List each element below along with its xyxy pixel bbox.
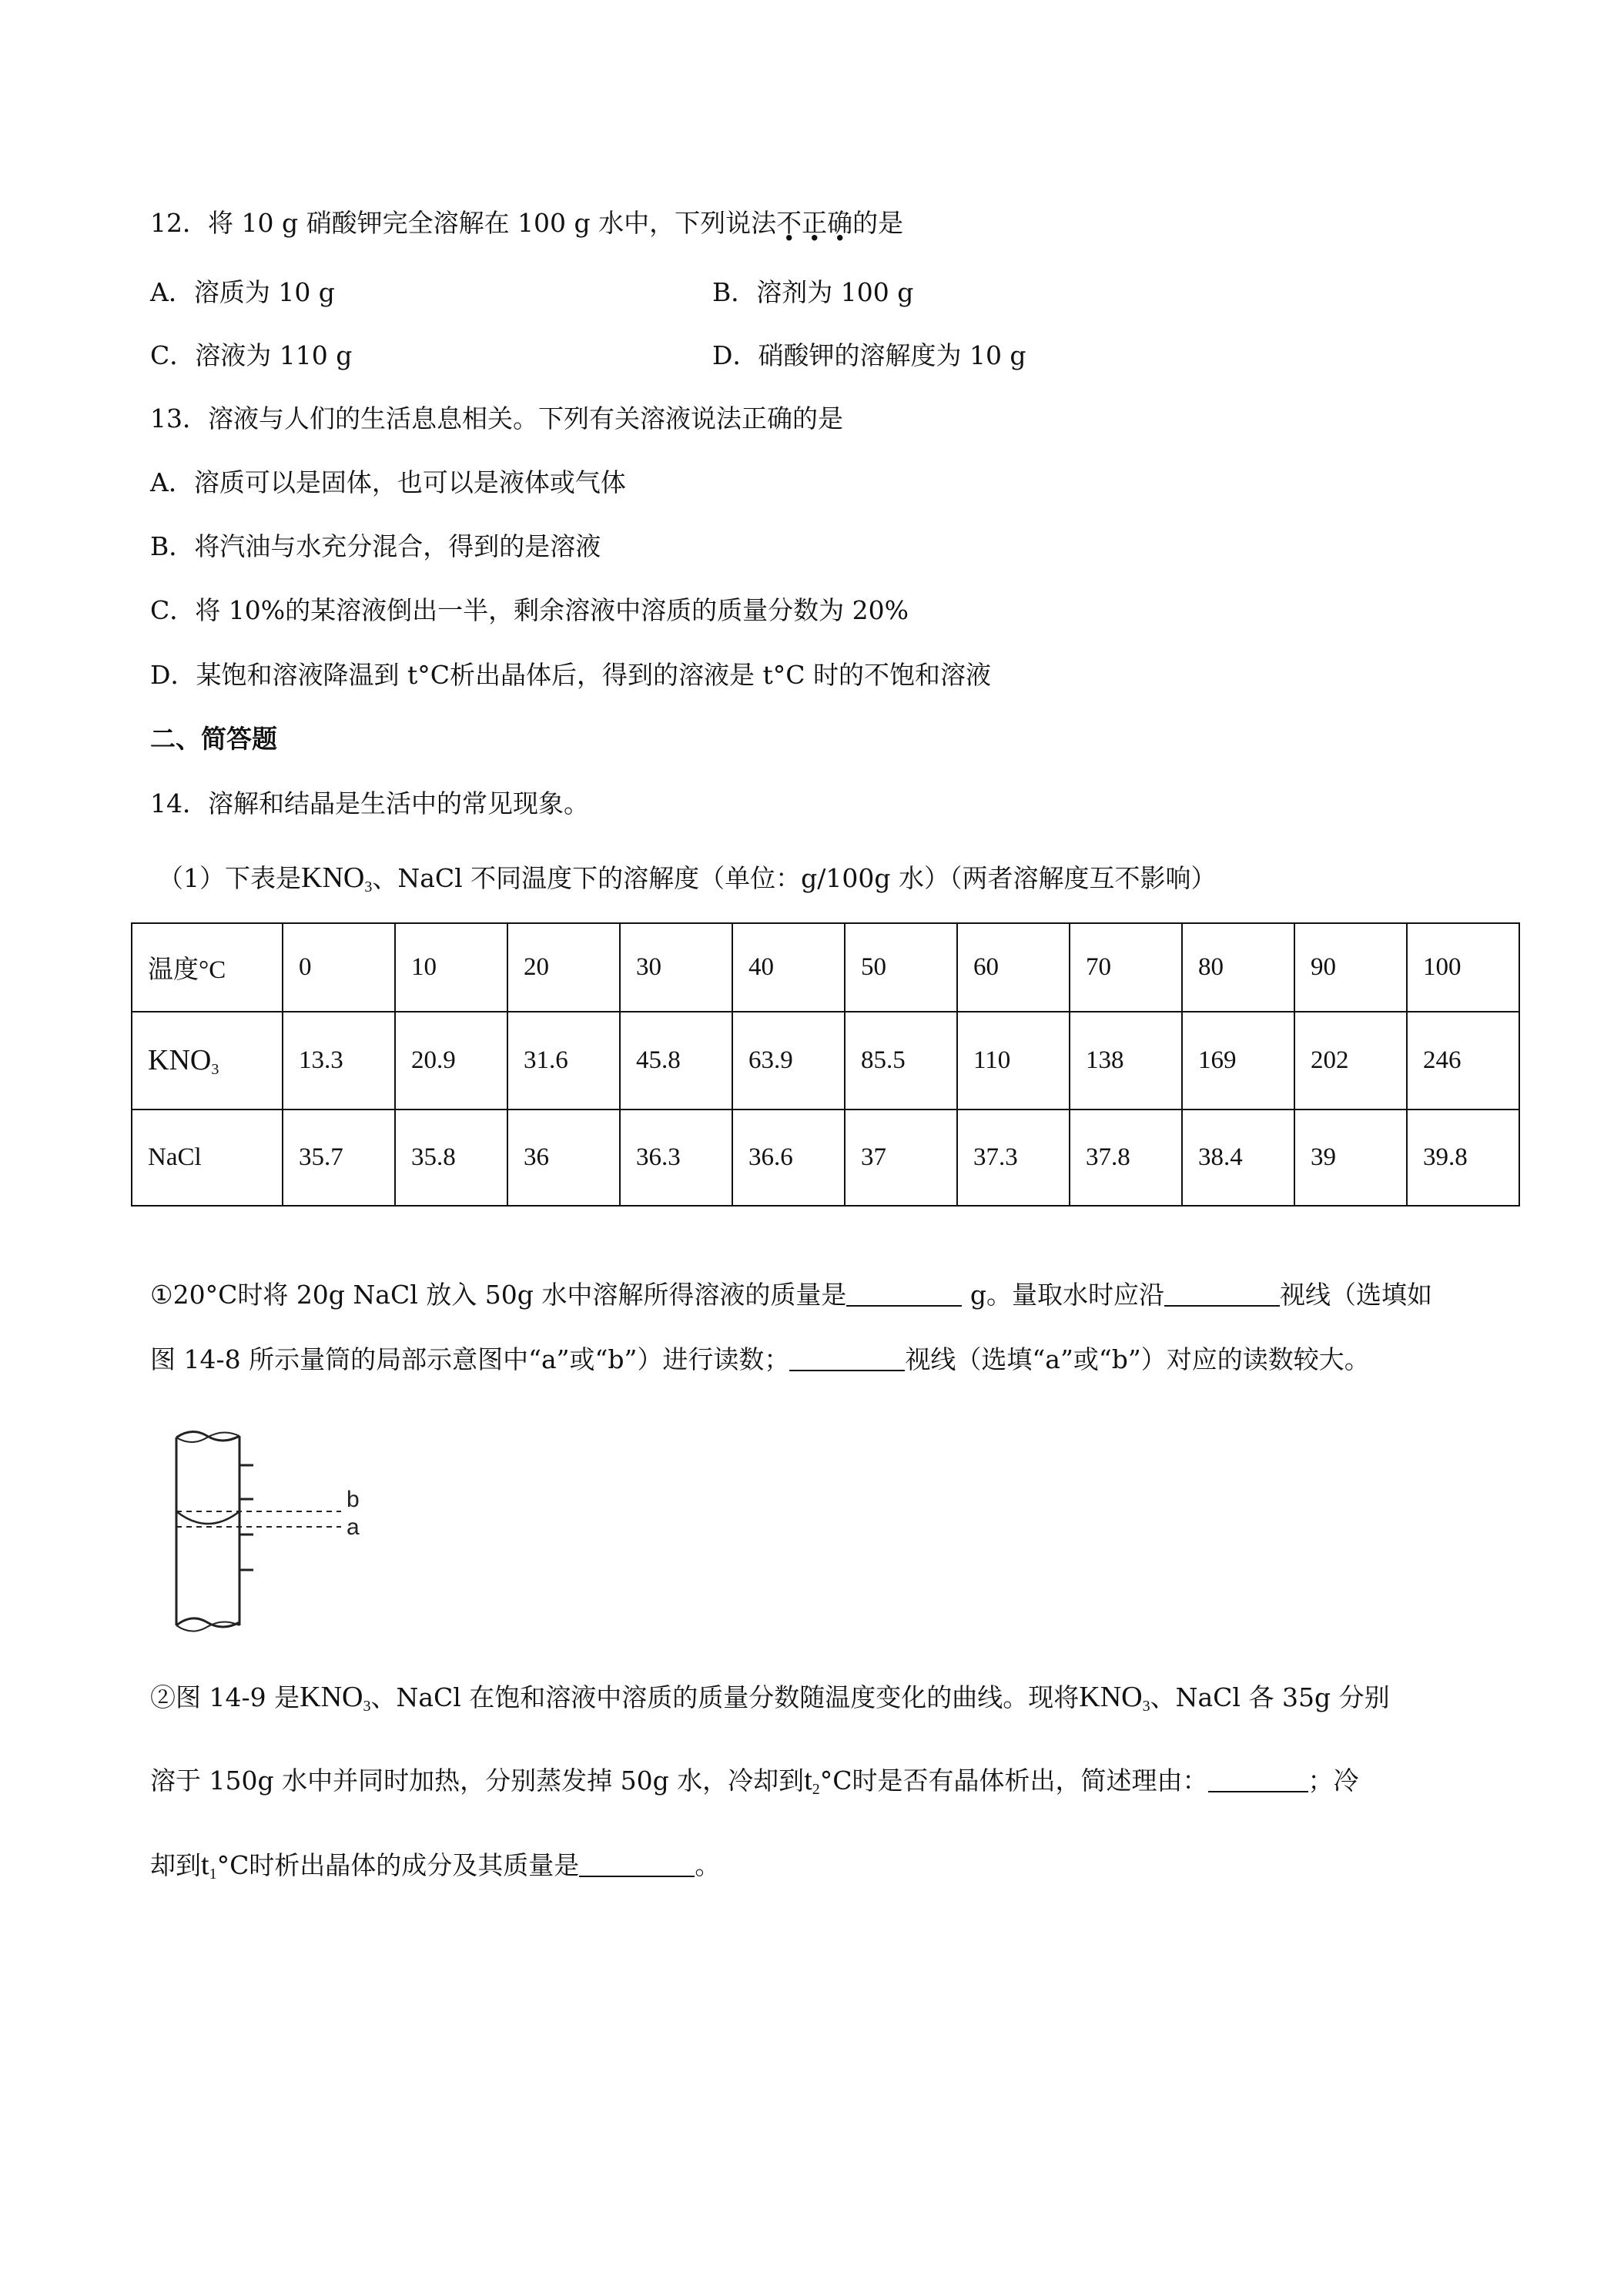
answer-blank[interactable] — [1164, 1279, 1280, 1307]
answer-blank[interactable] — [579, 1849, 695, 1877]
table-cell: 36.3 — [620, 1110, 732, 1206]
table-cell: 35.8 — [395, 1110, 507, 1206]
table-cell: 169 — [1182, 1012, 1294, 1110]
table-cell: 90 — [1294, 923, 1407, 1012]
table-row — [132, 1012, 1519, 1110]
table-cell: 10 — [395, 923, 507, 1012]
table-cell: 202 — [1294, 1012, 1407, 1110]
q12-stem: 12．将 10 g 硝酸钾完全溶解在 100 g 水中，下列说法不正确的是 — [150, 206, 1501, 240]
q13-option-a: A．溶质可以是固体，也可以是液体或气体 — [150, 467, 626, 497]
q14-stem: 14．溶解和结晶是生活中的常见现象。 — [150, 788, 589, 818]
emphasis-char: 确 — [827, 208, 853, 238]
label-b: b — [347, 1487, 360, 1512]
q14-sub2-line3: 却到$t_1^\circ C$时析出晶体的成分及其质量是 。 — [150, 1849, 721, 1883]
q14-part1: （1）下表是$KNO_3$、NaCl 不同温度下的溶解度（单位：g/100g 水）（两者溶解度互不影响） — [158, 862, 1217, 895]
table-cell: 50 — [845, 923, 957, 1012]
q13-option-d: D．某饱和溶液降温到 t°C析出晶体后，得到的溶液是 t°C 时的不饱和溶液 — [150, 660, 991, 690]
table-cell: 36.6 — [732, 1110, 845, 1206]
q12-options-row2 — [150, 339, 1501, 373]
table-cell: 110 — [957, 1012, 1070, 1110]
answer-blank[interactable] — [846, 1279, 962, 1307]
kno3-formula: $KNO_3$ — [1079, 1681, 1150, 1715]
q13-option-b: B．将汽油与水充分混合，得到的是溶液 — [150, 531, 601, 561]
q12-option-d: D．硝酸钾的溶解度为 10 g — [712, 340, 1026, 370]
table-cell: 35.7 — [283, 1110, 395, 1206]
q14-sub2-line1: ②图 14-9 是$KNO_3$、NaCl 在饱和溶液中溶质的质量分数随温度变化的曲线。现将$KNO_3$、NaCl 各 35g 分别 — [150, 1681, 1390, 1715]
table-cell: 38.4 — [1182, 1110, 1294, 1206]
kno3-formula: $KNO_3$ — [300, 1681, 371, 1715]
q12-option-b: B．溶剂为 100 g — [712, 277, 914, 307]
table-cell: 20 — [507, 923, 620, 1012]
emphasis-char: 不 — [776, 208, 802, 238]
answer-blank[interactable] — [1208, 1765, 1308, 1792]
q13-option-c: C．将 10%的某溶液倒出一半，剩余溶液中溶质的质量分数为 20% — [150, 595, 909, 625]
table-cell: 20.9 — [395, 1012, 507, 1110]
table-cell: 40 — [732, 923, 845, 1012]
q14-sub2-line2: 溶于 150g 水中并同时加热，分别蒸发掉 50g 水，冷却到$t_2^\circ C$时是否有晶体析出，简述理由： ；冷 — [150, 1764, 1359, 1798]
table-cell: 30 — [620, 923, 732, 1012]
table-cell: 13.3 — [283, 1012, 395, 1110]
answer-blank[interactable] — [789, 1344, 905, 1371]
solubility-table — [131, 922, 1520, 1207]
table-cell: 31.6 — [507, 1012, 620, 1110]
table-row — [132, 923, 1519, 1012]
table-row — [132, 1110, 1519, 1206]
table-cell: 60 — [957, 923, 1070, 1012]
table-header-label: 温度°C — [132, 923, 283, 1012]
table-cell: 138 — [1070, 1012, 1182, 1110]
table-cell: 39.8 — [1407, 1110, 1519, 1206]
table-cell: 80 — [1182, 923, 1294, 1012]
label-a: a — [347, 1514, 360, 1540]
table-row-label-kno3: $KNO_3$ — [132, 1012, 283, 1110]
table-cell: 37 — [845, 1110, 957, 1206]
table-cell: 70 — [1070, 923, 1182, 1012]
table-cell: 85.5 — [845, 1012, 957, 1110]
measuring-cylinder-figure — [166, 1421, 366, 1644]
table-cell: 37.3 — [957, 1110, 1070, 1206]
table-row-label-nacl: NaCl — [132, 1110, 283, 1206]
q12-option-c: C．溶液为 110 g — [150, 340, 353, 370]
table-cell: 100 — [1407, 923, 1519, 1012]
table-cell: 0 — [283, 923, 395, 1012]
q12-options-row1 — [150, 276, 1501, 310]
q12-option-a: A．溶质为 10 g — [150, 277, 335, 307]
table-cell: 37.8 — [1070, 1110, 1182, 1206]
kno3-formula: $KNO_3$ — [301, 862, 373, 895]
section-title: 二、简答题 — [150, 724, 277, 754]
table-cell: 45.8 — [620, 1012, 732, 1110]
q13-stem: 13．溶液与人们的生活息息相关。下列有关溶液说法正确的是 — [150, 403, 843, 433]
q14-sub1-line2: 图 14-8 所示量筒的局部示意图中“a”或“b”）进行读数； 视线（选填“a”或“b”）对应的读数较大。 — [150, 1344, 1370, 1374]
q14-sub1-line1: ①20°C时将 20g NaCl 放入 50g 水中溶解所得溶液的质量是 g。量取水时应沿 视线（选填如 — [150, 1280, 1432, 1310]
table-cell: 246 — [1407, 1012, 1519, 1110]
table-cell: 36 — [507, 1110, 620, 1206]
table-cell: 39 — [1294, 1110, 1407, 1206]
table-cell: 63.9 — [732, 1012, 845, 1110]
emphasis-char: 正 — [802, 208, 828, 238]
